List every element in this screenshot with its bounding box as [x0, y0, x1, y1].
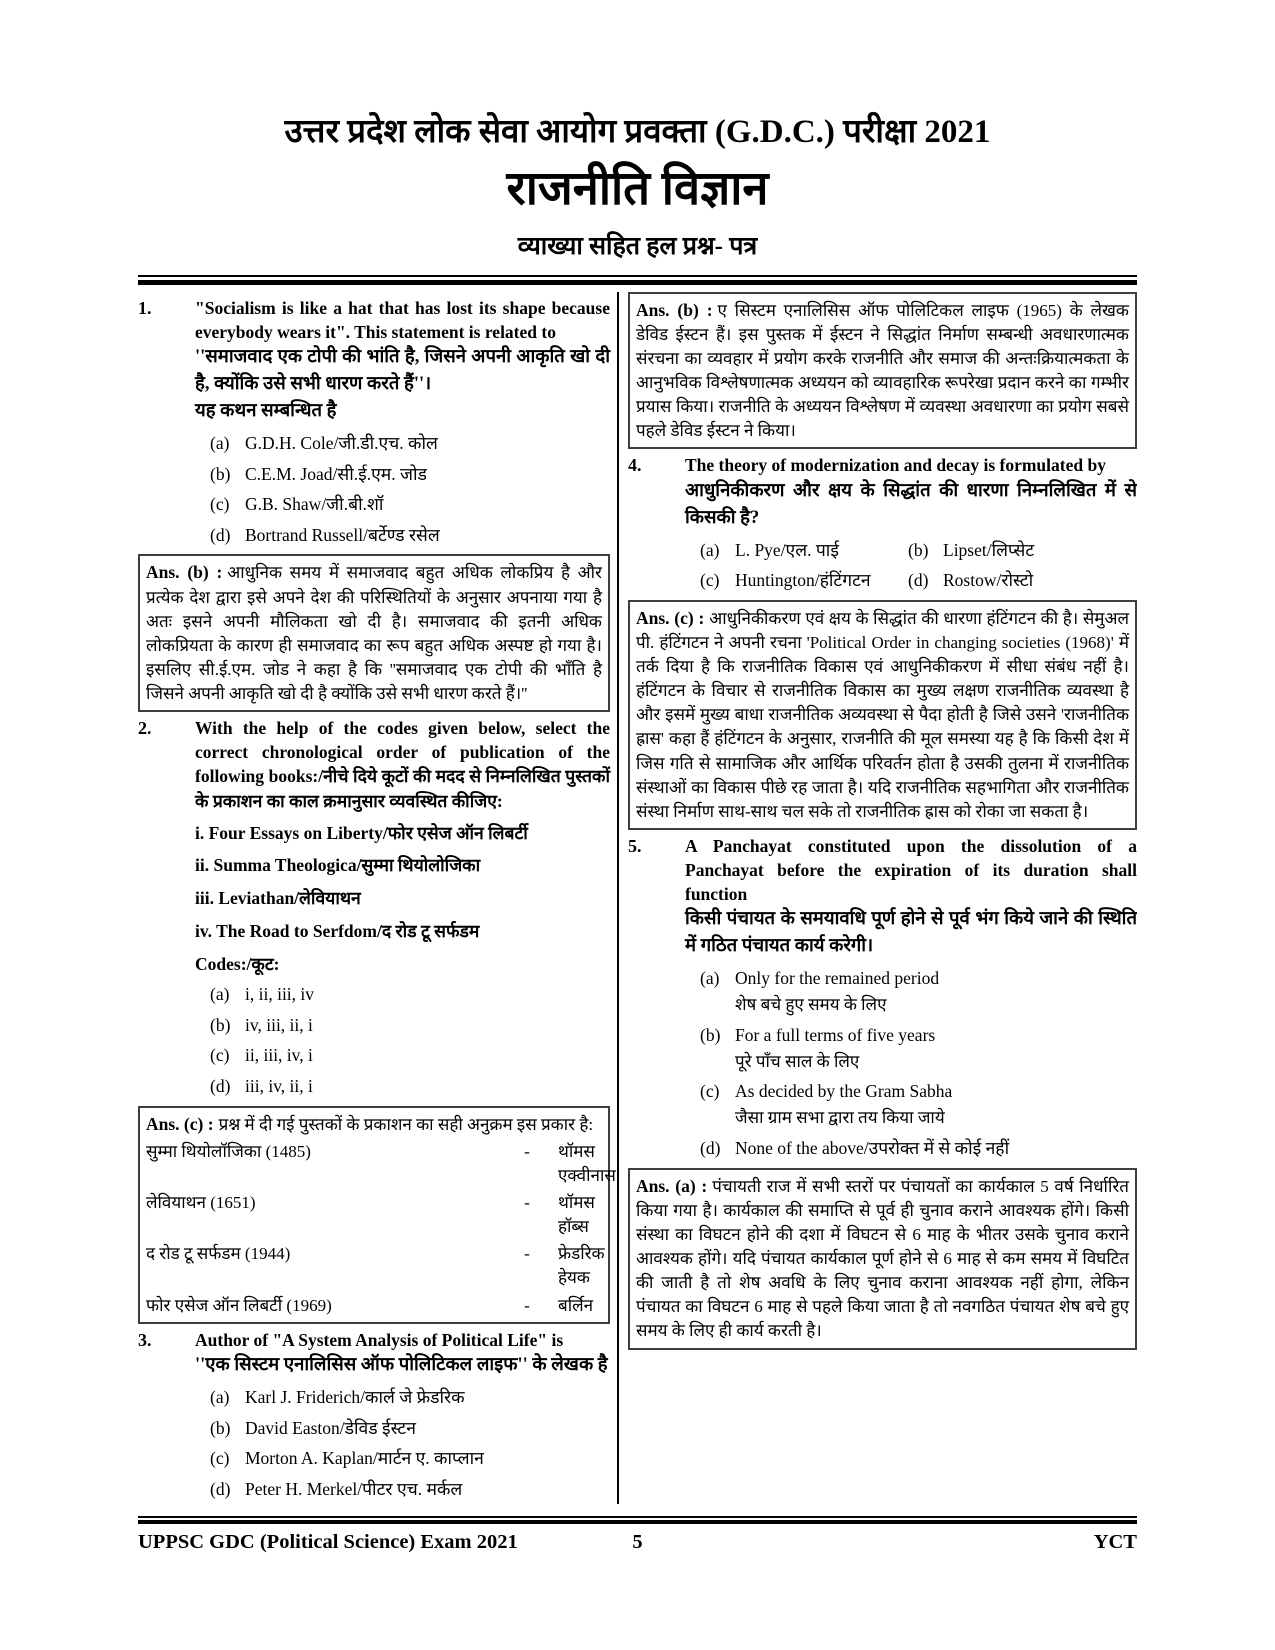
question-4-options-row-2: [685, 569, 1137, 593]
question-5-option-a-text-hi: शेष बचे हुए समय के लिए: [735, 994, 887, 1014]
question-3-option-d-label: (d): [210, 1478, 231, 1499]
question-2-option-b: [195, 1014, 610, 1038]
question-2-option-a: [195, 983, 610, 1007]
answer-box-q5: [628, 1168, 1137, 1350]
page-header: [138, 0, 1137, 285]
question-3-option-b-label: (b): [210, 1417, 231, 1438]
question-5-text-en: A Panchayat constituted upon the dissolution of a Panchayat before the expiration of its duration shall function: [685, 835, 1137, 905]
question-2-option-c: [195, 1044, 610, 1068]
question-2: [138, 716, 610, 1099]
question-3-option-c: [195, 1447, 610, 1471]
answer-q2-intro: प्रश्न में दी गई पुस्तकों के प्रकाशन का सही अनुक्रम इस प्रकार है:: [218, 1114, 594, 1134]
answer-q3-label: Ans. (b) :: [636, 299, 713, 320]
question-4-option-d-text: Rostow/रोस्टो: [943, 570, 1034, 591]
question-5-text-hi: किसी पंचायत के समयावधि पूर्ण होने से पूर्व भंग किये जाने की स्थिति में गठित पंचायत कार्य करेगी।: [685, 909, 1137, 957]
question-4-option-b-text: Lipset/लिप्सेट: [943, 539, 1035, 560]
question-4-option-c: [685, 569, 893, 593]
footer-divider-thin-line: [138, 1516, 1137, 1518]
question-2-option-d: [195, 1075, 610, 1099]
question-2-item-iii: iii. Leviathan/लेवियाथन: [195, 887, 361, 908]
answer-q4-text: आधुनिकीकरण एवं क्षय के सिद्धांत की धारणा हंटिंगटन की है। सेमुअल पी. हंटिंगटन ने अपनी रचना 'Political Order in changing societies (1968)' में तर्क दिया है कि राजनीतिक विकास एवं आधुनिकीकरण में सीधा संबंध नहीं है। हंटिंगटन के विचार से राजनीतिक विकास का मुख्य लक्षण राजनीतिक व्यवस्था है और इसमें मुख्य बाधा राजनीतिक अव्यवस्था से पैदा होती है जिसे उसने 'राजनीतिक ह्रास' कहा हैं हंटिंगटन के अनुसार, राजनीति की मूल समस्या यह है कि किसी देश में जिस गति से सामाजिक और आर्थिक परिवर्तन होता है उसकी तुलना में राजनीतिक संस्थाओं का विकास पीछे रह जाता है। यदि राजनीतिक सहभागिता और राजनीतिक संस्था निर्माण साथ-साथ चल सके तो राजनीतिक ह्रास को रोका जा सकता है।: [636, 608, 1129, 821]
answer-q5-text: पंचायती राज में सभी स्तरों पर पंचायतों का कार्यकाल 5 वर्ष निर्धारित किया गया है। कार्यकाल की समाप्ति से पूर्व ही चुनाव कराने आवश्यक होंगे। किसी संस्था का विघटन होने की दशा में विघटन से 6 माह के भीतर उसके चुनाव कराने आवश्यक होंगे। यदि पंचायत कार्यकाल पूर्ण होने से 6 माह से कम समय में विघटित की जाती है तो शेष अवधि के लिए चुनाव कराना आवश्यक नहीं होगा, लेकिन पंचायत का विघटन 6 माह से पहले किया जाता है तो नवगठित पंचायत शेष बचे हुए समय के लिए ही कार्य करती है।: [636, 1176, 1129, 1341]
question-5-option-d-label: (d): [700, 1138, 721, 1159]
question-3-option-b: [195, 1417, 610, 1441]
question-2-option-d-label: (d): [210, 1076, 231, 1097]
book-title-3: द रोड टू सर्फडम (1944): [146, 1244, 291, 1264]
question-1-options: [195, 432, 610, 548]
question-4-option-a-text: L. Pye/एल. पाई: [735, 539, 839, 560]
question-2-option-a-text: i, ii, iii, iv: [245, 984, 315, 1005]
footer-publisher: YCT: [1093, 1531, 1137, 1553]
question-3-option-d-text: Peter H. Merkel/पीटर एच. मर्कल: [245, 1478, 463, 1499]
dash-separator: -: [524, 1244, 530, 1264]
question-4-text-hi: आधुनिकीकरण और क्षय के सिद्धांत की धारणा निम्नलिखित में से किसकी है?: [685, 480, 1137, 528]
question-2-option-b-text: iv, iii, ii, i: [245, 1014, 313, 1035]
content-columns: [138, 292, 1137, 1504]
answer-box-q3: [628, 292, 1137, 450]
footer-exam-name: UPPSC GDC (Political Science) Exam 2021: [138, 1531, 518, 1553]
question-1-option-d-label: (d): [210, 524, 231, 545]
question-3-option-a-label: (a): [210, 1386, 230, 1407]
answer-q1-text: आधुनिक समय में समाजवाद बहुत अधिक लोकप्रिय है और प्रत्येक देश द्वारा इसे अपने देश की परिस्थितियों के अनुसार अपनाया गया है अतः इसने अपनी मौलिकता खो दी है। समाजवाद की इतनी अधिक लोकप्रियता के कारण ही समाजवाद का रूप बहुत अधिक अस्पष्ट हो गया है। इसलिए सी.ई.एम. जोड ने कहा है कि ''समाजवाद एक टोपी की भाँति है जिसने अपनी आकृति खो दी है क्योंकि उसे सभी धारण करते हैं।'': [146, 563, 602, 704]
footer-divider-rule: [138, 1516, 1137, 1524]
question-3-options: [195, 1386, 610, 1502]
question-1: [138, 296, 610, 548]
question-2-item-ii: ii. Summa Theologica/सुम्मा थियोलोजिका: [195, 855, 481, 876]
question-1-option-c: [195, 493, 610, 517]
question-3-text-en: Author of "A System Analysis of Political Life" is: [195, 1329, 564, 1350]
question-1-option-d-text: Bortrand Russell/बर्टेण्ड रसेल: [245, 524, 440, 545]
question-1-option-c-label: (c): [210, 494, 230, 515]
question-1-text-hi-tail: यह कथन सम्बन्धित है: [195, 400, 337, 421]
question-4: [628, 453, 1137, 592]
question-3-option-a: [195, 1386, 610, 1410]
exam-title: उत्तर प्रदेश लोक सेवा आयोग प्रवक्ता (G.D.C.) परीक्षा 2021: [284, 114, 991, 150]
book-title-2: लेवियाथन (1651): [146, 1193, 256, 1213]
question-4-option-b: [893, 539, 1137, 563]
question-3-number: 3.: [138, 1329, 152, 1350]
footer-divider-thick-line: [138, 1520, 1137, 1524]
question-5-option-c: [685, 1080, 1137, 1130]
question-1-option-a: [195, 432, 610, 456]
header-divider-thin-line: [138, 275, 1137, 277]
question-1-option-b: [195, 463, 610, 487]
subject-title: राजनीति विज्ञान: [506, 163, 769, 216]
paper-subtitle: व्याख्या सहित हल प्रश्न- पत्र: [517, 232, 758, 260]
question-3-option-c-label: (c): [210, 1448, 230, 1469]
question-4-options-row-1: [685, 539, 1137, 563]
question-4-option-b-label: (b): [908, 539, 929, 560]
question-2-option-d-text: iii, iv, ii, i: [245, 1076, 313, 1097]
answer-box-q1: [138, 554, 610, 712]
question-4-option-d-label: (d): [908, 570, 929, 591]
footer-page-number: 5: [632, 1531, 643, 1553]
question-5-option-a-text-en: Only for the remained period: [735, 968, 940, 989]
question-3-option-d: [195, 1478, 610, 1502]
page-footer: [138, 1516, 1137, 1554]
question-4-number: 4.: [628, 455, 642, 476]
question-5-option-c-text-hi: जैसा ग्राम सभा द्वारा तय किया जाये: [735, 1108, 945, 1128]
question-2-text: With the help of the codes given below, select the correct chronological order of publication of the following books:/नीचे दिये कूटों की मदद से निम्नलिखित पुस्तकों के प्रकाशन का काल क्रमानुसार व्यवस्थित कीजिए:: [195, 718, 610, 811]
answer-q2-label: Ans. (c) :: [146, 1113, 214, 1134]
header-divider-thick-line: [138, 280, 1137, 285]
question-1-text-en: "Socialism is like a hat that has lost its shape because everybody wears it". This statement is related to: [195, 297, 610, 342]
dash-separator: -: [524, 1193, 530, 1213]
question-4-option-a-label: (a): [700, 539, 720, 560]
question-3: [138, 1328, 610, 1502]
question-5-options: [685, 967, 1137, 1160]
answer-q2-book-row-3: [146, 1242, 605, 1290]
book-title-1: सुम्मा थियोलॉजिका (1485): [146, 1141, 311, 1161]
question-2-option-b-label: (b): [210, 1014, 231, 1035]
question-2-options: [195, 983, 610, 1099]
book-author-2: थॉमस हॉब्स: [558, 1193, 595, 1237]
left-column: [138, 292, 617, 1504]
question-4-option-a: [685, 539, 893, 563]
book-author-1: थॉमस एक्वीनास: [558, 1141, 616, 1185]
dash-separator: -: [524, 1141, 530, 1161]
question-1-number: 1.: [138, 297, 152, 318]
book-title-4: फोर एसेज ऑन लिबर्टी (1969): [146, 1295, 332, 1315]
answer-box-q4: [628, 600, 1137, 830]
question-1-option-b-label: (b): [210, 463, 231, 484]
question-1-text-hi: ''समाजवाद एक टोपी की भांति है, जिसने अपनी आकृति खो दी है, क्योंकि उसे सभी धारण करते हैं''।: [195, 346, 610, 394]
question-4-option-c-text: Huntington/हंटिंगटन: [735, 570, 871, 591]
question-5: [628, 834, 1137, 1161]
question-1-option-a-label: (a): [210, 432, 230, 453]
book-author-4: बर्लिन: [558, 1295, 594, 1315]
question-5-option-b-label: (b): [700, 1024, 721, 1045]
question-5-option-d: [685, 1137, 1137, 1161]
book-author-3: फ्रेडरिक हेयक: [558, 1244, 605, 1288]
answer-q2-book-row-4: [146, 1294, 602, 1318]
question-2-option-c-label: (c): [210, 1045, 230, 1066]
answer-box-q2: [138, 1106, 616, 1324]
question-5-option-d-text-en: None of the above/उपरोक्त में से कोई नहीं: [735, 1138, 1010, 1159]
answer-q1-label: Ans. (b) :: [146, 562, 223, 583]
question-3-option-b-text: David Easton/डेविड ईस्टन: [245, 1417, 416, 1438]
answer-q3-text: ए सिस्टम एनालिसिस ऑफ पोलिटिकल लाइफ (1965) के लेखक डेविड ईस्टन हैं। इस पुस्तक में ईस्टन ने सिद्धांत निर्माण सम्बन्धी अवधारणात्मक संरचना का व्यवहार में प्रयोग करके राजनीति और समाज की अन्तःक्रियात्मकता के आनुभविक विश्लेषणात्मक अध्ययन को व्यावहारिक रूपरेखा प्रदान करने का गम्भीर प्रयास किया। राजनीति के अध्ययन विश्लेषण में व्यवस्था अवधारणा का प्रयोग सबसे पहले डेविड ईस्टन ने किया।: [636, 300, 1129, 441]
question-1-option-c-text: G.B. Shaw/जी.बी.शॉ: [245, 494, 384, 515]
question-4-option-c-label: (c): [700, 570, 720, 591]
question-5-number: 5.: [628, 835, 642, 856]
question-2-item-i: i. Four Essays on Liberty/फोर एसेज ऑन लिबर्टी: [195, 822, 528, 843]
answer-q2-book-row-1: [146, 1140, 616, 1188]
right-column: [619, 292, 1137, 1504]
answer-q5-label: Ans. (a) :: [636, 1175, 708, 1196]
question-5-option-c-text-en: As decided by the Gram Sabha: [735, 1081, 953, 1102]
question-1-option-b-text: C.E.M. Joad/सी.ई.एम. जोड: [245, 463, 427, 484]
question-1-option-d: [195, 524, 610, 548]
question-3-option-a-text: Karl J. Friderich/कार्ल जे फ्रेडरिक: [245, 1386, 465, 1407]
question-3-option-c-text: Morton A. Kaplan/मार्टन ए. काप्लान: [245, 1448, 484, 1469]
question-2-number: 2.: [138, 718, 152, 739]
question-4-text-en: The theory of modernization and decay is formulated by: [685, 455, 1106, 476]
question-5-option-c-label: (c): [700, 1081, 720, 1102]
question-2-item-iv: iv. The Road to Serfdom/द रोड टू सर्फडम: [195, 920, 480, 941]
question-2-option-a-label: (a): [210, 984, 230, 1005]
question-1-option-a-text: G.D.H. Cole/जी.डी.एच. कोल: [245, 432, 438, 453]
question-2-codes-label: Codes:/कूट:: [195, 954, 280, 975]
answer-q4-label: Ans. (c) :: [636, 607, 705, 628]
dash-separator: -: [524, 1295, 530, 1315]
question-3-text-hi: ''एक सिस्टम एनालिसिस ऑफ पोलिटिकल लाइफ'' के लेखक है: [195, 1354, 608, 1375]
question-5-option-a: [685, 967, 1137, 1017]
question-5-option-a-label: (a): [700, 968, 720, 989]
answer-q2-book-row-2: [146, 1191, 602, 1239]
question-5-option-b-text-en: For a full terms of five years: [735, 1024, 936, 1045]
question-5-option-b: [685, 1024, 1137, 1074]
header-divider-rule: [138, 275, 1137, 285]
question-2-option-c-text: ii, iii, iv, i: [245, 1045, 313, 1066]
question-5-option-b-text-hi: पूरे पाँच साल के लिए: [735, 1051, 860, 1071]
question-4-option-d: [893, 569, 1137, 593]
